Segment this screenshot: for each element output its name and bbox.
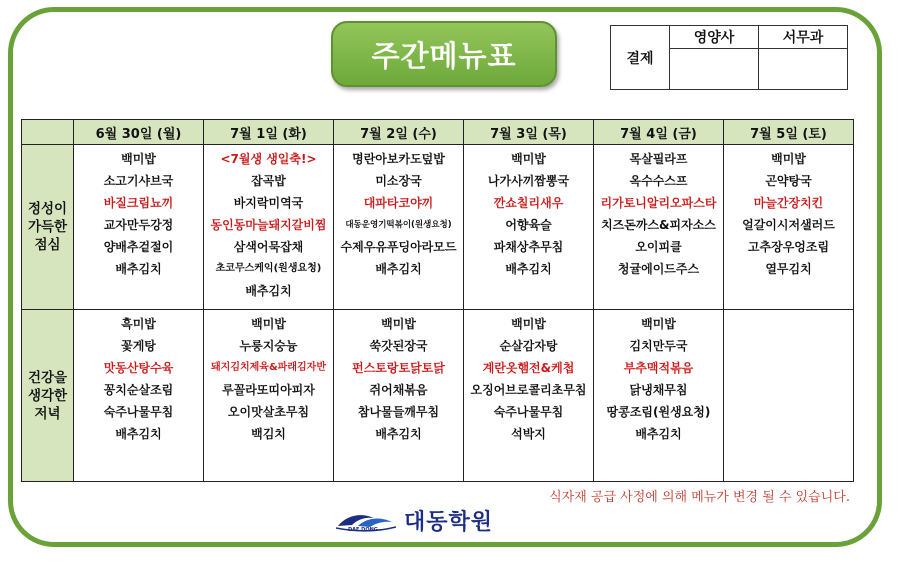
dolphin-logo-icon (336, 508, 396, 534)
menu-item: 백미밥 (511, 317, 546, 331)
day-header: 7월 2일 (수) (334, 120, 464, 145)
menu-item: 꽁치순살조림 (103, 383, 174, 397)
menu-item: 닭냉채무침 (629, 383, 688, 397)
lunch-cell (594, 145, 724, 310)
menu-item: 고추장우엉조림 (747, 240, 830, 254)
menu-item: 파채상추무침 (493, 240, 564, 254)
approval-table (610, 25, 848, 90)
day-header: 7월 3일 (목) (464, 120, 594, 145)
dinner-cell (74, 310, 204, 482)
dinner-cell (464, 310, 594, 482)
menu-item: 순살감자탕 (499, 339, 558, 353)
menu-item: 바지락미역국 (233, 196, 304, 210)
corner-cell (22, 120, 74, 145)
approval-col-dietitian: 영양사 (670, 26, 759, 49)
dinner-label (22, 310, 74, 482)
menu-item: 백미밥 (121, 152, 156, 166)
menu-item: 배추김치 (115, 262, 162, 276)
menu-item: 삼색어묵잡채 (233, 240, 304, 254)
menu-item: 계란옷햄전&케첩 (482, 361, 575, 375)
menu-item: 어향육슬 (505, 218, 552, 232)
menu-item: 백김치 (251, 427, 286, 441)
day-header: 7월 5일 (토) (724, 120, 854, 145)
dinner-row (22, 310, 854, 482)
menu-item: 옥수수스프 (629, 174, 688, 188)
menu-item: 흑미밥 (121, 317, 156, 331)
menu-item: 수제우유푸딩아라모드 (340, 240, 457, 254)
menu-item: 누룽지숭늉 (239, 339, 298, 353)
menu-item: 열무김치 (765, 262, 812, 276)
menu-item: 나가사끼짬뽕국 (487, 174, 570, 188)
menu-item: 깐쇼칠리새우 (493, 196, 564, 210)
lunch-cell (74, 145, 204, 310)
menu-item: 오이맛살초무침 (227, 405, 310, 419)
approval-label: 결제 (611, 26, 670, 90)
menu-item: 명란아보카도덮밥 (352, 152, 445, 166)
menu-item: 땅콩조림(원생요청) (606, 405, 711, 419)
change-notice: 식자재 공급 사정에 의해 메뉴가 변경 될 수 있습니다. (549, 490, 850, 505)
menu-item: 양배추겉절이 (103, 240, 174, 254)
logo-subtext: DAE DONG (348, 526, 378, 533)
school-logo (336, 505, 493, 536)
menu-item: 꽃게탕 (121, 339, 156, 353)
day-header: 7월 1일 (화) (204, 120, 334, 145)
menu-item: 대파타코야끼 (363, 196, 434, 210)
approval-sign-dietitian[interactable] (670, 49, 759, 90)
menu-item: 배추김치 (635, 427, 682, 441)
menu-item: 마늘간장치킨 (753, 196, 824, 210)
dinner-cell (334, 310, 464, 482)
dinner-cell (204, 310, 334, 482)
menu-item: 배추김치 (505, 262, 552, 276)
menu-item: 김치만두국 (629, 339, 688, 353)
menu-item: 루꼴라또띠아피자 (222, 383, 315, 397)
menu-item: 숙주나물무침 (103, 405, 174, 419)
weekly-menu-table (21, 119, 854, 482)
menu-item: 배추김치 (375, 427, 422, 441)
dinner-label-text: 건강을 생각한 저녁 (27, 369, 68, 422)
menu-item: 미소장국 (375, 174, 422, 188)
menu-item: 동인동마늘돼지갈비찜 (210, 218, 327, 232)
menu-item: 펀스토랑토닭토닭 (352, 361, 445, 375)
menu-item: 쥐어채볶음 (369, 383, 428, 397)
menu-item: 배추김치 (115, 427, 162, 441)
menu-item: 맛동산탕수육 (103, 361, 174, 375)
dinner-cell (594, 310, 724, 482)
day-header: 7월 4일 (금) (594, 120, 724, 145)
menu-item: 배추김치 (245, 284, 292, 298)
menu-item: 오징어브로콜리초무침 (470, 383, 587, 397)
lunch-cell (204, 145, 334, 310)
menu-item: 돼지김치제육&파래김자반 (211, 362, 326, 373)
lunch-label (22, 145, 74, 310)
school-name: 대동학원 (404, 510, 494, 535)
menu-item: <7월생 생일축!> (220, 152, 317, 166)
approval-col-office: 서무과 (759, 26, 848, 49)
menu-item: 백미밥 (511, 152, 546, 166)
lunch-cell (724, 145, 854, 310)
menu-item: 얼갈이시저샐러드 (742, 218, 835, 232)
menu-item: 숙주나물무침 (493, 405, 564, 419)
menu-item: 부추맥적볶음 (623, 361, 694, 375)
dinner-cell (724, 310, 854, 482)
menu-item: 오이피클 (635, 240, 682, 254)
menu-item: 곤약탕국 (765, 174, 812, 188)
menu-item: 바질크림뇨끼 (103, 196, 174, 210)
menu-item: 교자만두강정 (103, 218, 174, 232)
menu-item: 백미밥 (251, 317, 286, 331)
day-header: 6월 30일 (월) (74, 120, 204, 145)
menu-item: 백미밥 (381, 317, 416, 331)
lunch-row (22, 145, 854, 310)
menu-item: 리가토니알리오파스타 (600, 196, 717, 210)
day-header-row (22, 120, 854, 145)
menu-item: 배추김치 (375, 262, 422, 276)
menu-item: 초코무스케익(원생요청) (215, 263, 322, 274)
menu-item: 참나물들깨무침 (357, 405, 440, 419)
menu-item: 잡곡밥 (251, 174, 286, 188)
menu-item: 목살필라프 (629, 152, 688, 166)
menu-item: 치즈돈까스&피자소스 (601, 218, 716, 232)
menu-item: 백미밥 (641, 317, 676, 331)
menu-item: 석박지 (511, 427, 546, 441)
menu-item: 대동운영기떡볶이(원생요청) (345, 220, 452, 230)
lunch-cell (464, 145, 594, 310)
menu-item: 백미밥 (771, 152, 806, 166)
approval-sign-office[interactable] (759, 49, 848, 90)
menu-item: 쑥갓된장국 (369, 339, 428, 353)
page-title: 주간메뉴표 (331, 21, 557, 87)
lunch-cell (334, 145, 464, 310)
lunch-label-text: 정성이 가득한 점심 (27, 201, 68, 253)
menu-item: 청귤에이드주스 (617, 262, 700, 276)
menu-item: 소고기샤브국 (103, 174, 174, 188)
